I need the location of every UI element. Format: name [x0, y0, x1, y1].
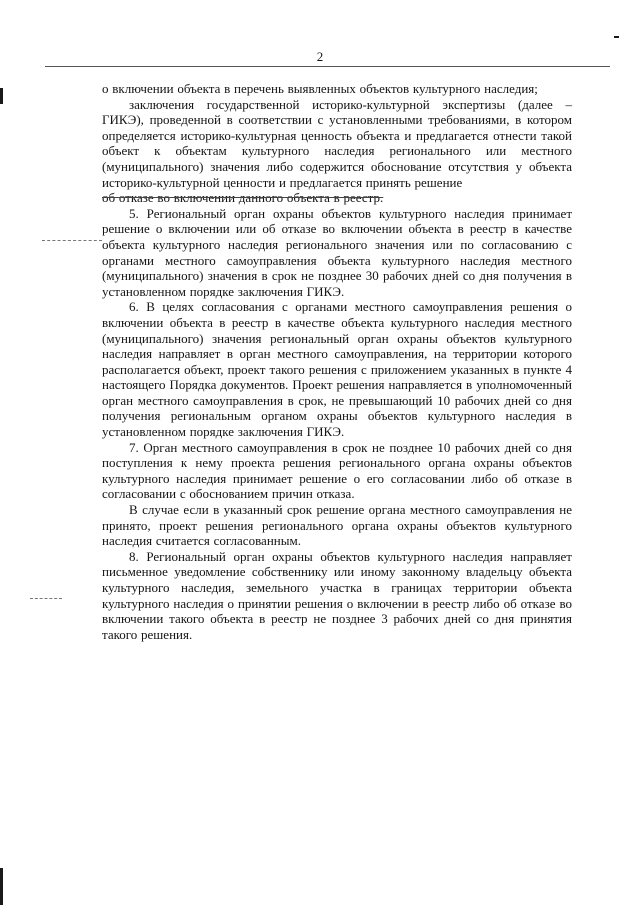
paragraph-gike-conclusion-end: об отказе во включении данного объекта в реестр. — [102, 190, 384, 206]
paragraph-object-inclusion: о включении объекта в перечень выявленных объектов культурного наследия; — [102, 81, 538, 96]
paragraph-gike-conclusion: заключения государственной историко-культурной экспертизы (далее – ГИКЭ), проведенной в соответствии с установленными требованиями, в котором определяется историко-культурная ценность объекта и предлагается отнести такой объект к объектам культурного наследия регионального или местного (муниципального) значения либо содержится обоснование отсутствия у объекта историко-культурной ценности и предлагается принять решение — [102, 96, 572, 190]
strike-dash-left — [42, 240, 102, 241]
paragraph-item-7-case: В случае если в указанный срок решение органа местного самоуправления не принято, проект решения регионального органа охраны объектов культурного наследия считается согласованным. — [102, 502, 572, 549]
scan-mark-bottom-left — [0, 868, 3, 905]
paragraph-item-7: 7. Орган местного самоуправления в срок не позднее 10 рабочих дней со дня поступления к нему проекта решения регионального органа охраны объектов культурного наследия принимает решение о его согласовании либо об отказе в согласовании с обоснованием причин отказа. — [102, 439, 572, 502]
header-rule — [45, 66, 610, 67]
scan-dash-left — [30, 598, 62, 599]
paragraph-item-5: 5. Региональный орган охраны объектов культурного наследия принимает решение о включении или об отказе во включении объекта в реестр в качестве объекта культурного наследия регионального значения или по согласованию с органами местного самоуправления объекта культурного наследия местного (муниципального) значения в срок не позднее 30 рабочих дней со дня получения в установленном порядке заключения ГИКЭ. — [102, 205, 572, 299]
page-number: 2 — [316, 49, 324, 64]
paragraph-item-6: 6. В целях согласования с органами местного самоуправления решения о включении объекта в реестр в качестве объекта культурного наследия местного (муниципального) значения региональный орган охраны объектов культурного наследия направляет в орган местного самоуправления, на территории которого располагается объект, проект такого решения с приложением указанных в пункте 4 настоящего Порядка документов. Проект решения направляется в уполномоченный орган местного самоуправления в срок, не превышающий 10 рабочих дней со дня получения региональным органом охраны объектов культурного наследия в установленном порядке заключения ГИКЭ. — [102, 299, 572, 440]
document-body — [102, 81, 572, 642]
scan-mark-top-right — [614, 36, 619, 38]
paragraph-item-8: 8. Региональный орган охраны объектов культурного наследия направляет письменное уведомление собственнику или иному законному владельцу объекта культурного наследия, земельного участка в границах территории объекта культурного наследия о принятии решения о включении в реестр либо об отказе во включении такого объекта в реестр не позднее 3 рабочих дней со дня принятия такого решения. — [102, 548, 572, 642]
scan-mark-top-left — [0, 88, 3, 104]
